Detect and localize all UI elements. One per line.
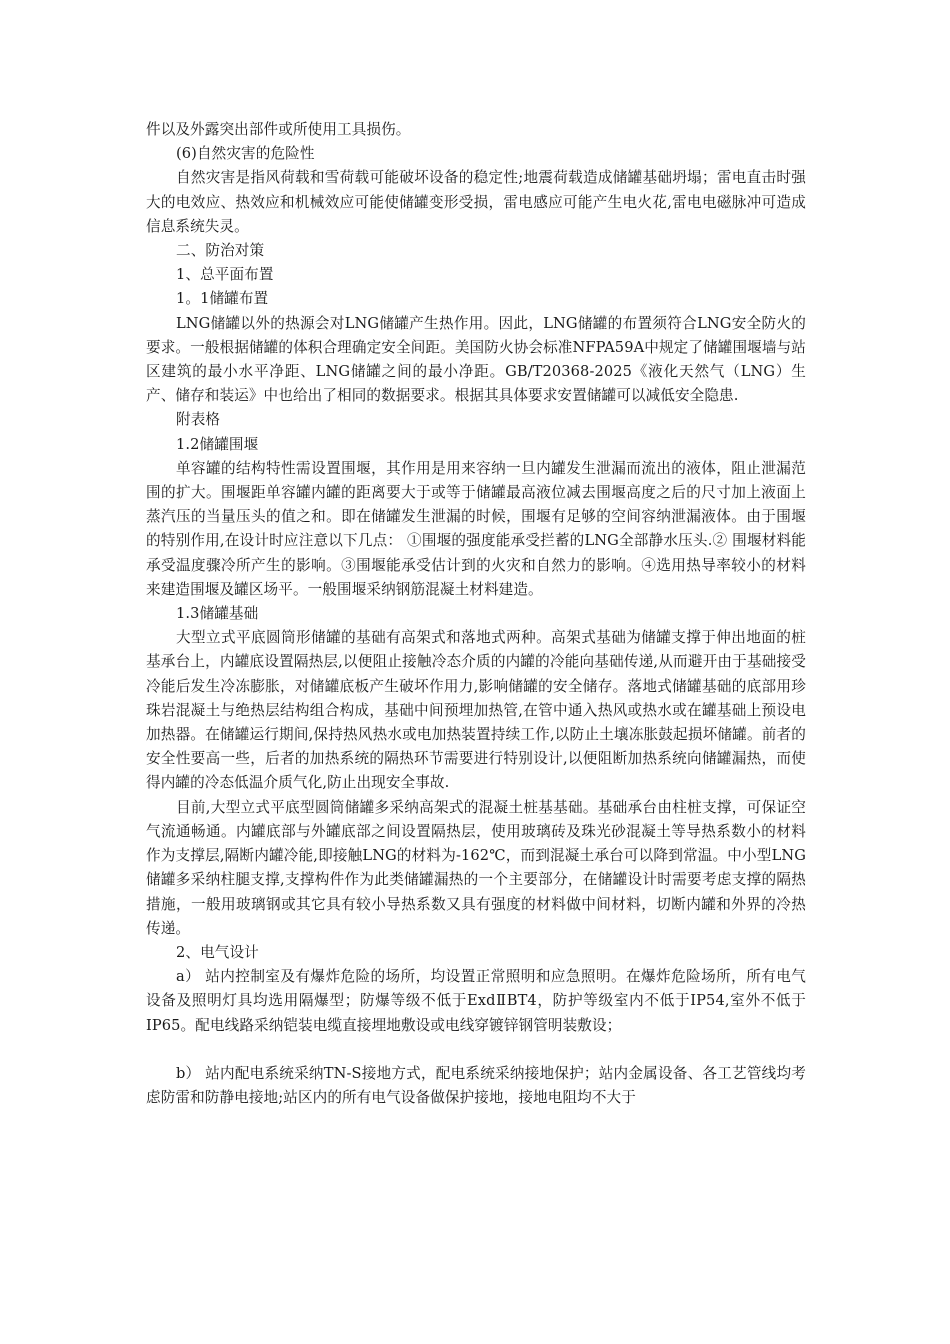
paragraph-electrical-b: b） 站内配电系统采纳TN-S接地方式，配电系统采纳接地保护；站内金属设备、各工艺管线均考虑防雷和防静电接地;站区内的所有电气设备做保护接地，接地电阻均不大于	[146, 1064, 806, 1106]
paragraph-natural-disaster: 自然灾害是指风荷载和雪荷载可能破坏设备的稳定性;地震荷载造成储罐基础坍塌；雷电直击时强大的电效应、热效应和机械效应可能使储罐变形受损，雷电感应可能产生电火花,雷电电磁脉冲可造成信息系统失灵。	[146, 169, 806, 235]
heading-electrical-design: 2、电气设计	[176, 943, 259, 961]
heading-countermeasures: 二、防治对策	[176, 242, 265, 260]
paragraph-continuation: 件以及外露突出部件或所使用工具损伤。	[146, 121, 411, 138]
heading-tank-foundation: 1.3储罐基础	[176, 605, 259, 623]
paragraph-electrical-a: a） 站内控制室及有爆炸危险的场所，均设置正常照明和应急照明。在爆炸危险场所，所有电气设备及照明灯具均选用隔爆型；防爆等级不低于ExdⅡBT4，防护等级室内不低于IP54,室外不低于IP65。配电线路采纳铠装电缆直接埋地敷设或电线穿镀锌钢管明装敷设；	[146, 968, 806, 1034]
paragraph-tank-layout: LNG储罐以外的热源会对LNG储罐产生热作用。因此，LNG储罐的布置须符合LNG安全防火的要求。一般根据储罐的体积合理确定安全间距。美国防火协会标准NFPA59A中规定了储罐围堰墙与站区建筑的最小水平净距、LNG储罐之间的最小净距。GB/T20368-2025《液化天然气（LNG）生产、储存和装运》中也给出了相同的数据要求。根据其具体要求安置储罐可以减低安全隐患.	[146, 314, 806, 405]
heading-general-layout: 1、总平面布置	[176, 266, 274, 284]
paragraph-tank-dike: 单容罐的结构特性需设置围堰，其作用是用来容纳一旦内罐发生泄漏而流出的液体，阻止泄漏范围的扩大。围堰距单容罐内罐的距离要大于或等于储罐最高液位减去围堰高度之后的尺寸加上液面上蒸汽压的当量压头的值之和。即在储罐发生泄漏的时候，围堰有足够的空间容纳泄漏液体。由于围堰的特别作用,在设计时应注意以下几点： ①围堰的强度能承受拦蓄的LNG全部静水压头.② 围堰材料能承受温度骤冷所产生的影响。③围堰能承受估计到的火灾和自然力的影响。④选用热导率较小的材料来建造围堰及罐区场平。一般围堰采纳钢筋混凝土材料建造。	[146, 459, 806, 598]
document-page	[146, 118, 806, 1110]
paragraph-elevated-foundation: 目前,大型立式平底型圆筒储罐多采纳高架式的混凝土桩基基础。基础承台由柱桩支撑，可保证空气流通畅通。内罐底部与外罐底部之间设置隔热层，使用玻璃砖及珠光砂混凝土等导热系数小的材料作为支撑层,隔断内罐冷能,即接触LNG的材料为-162℃，而到混凝土承台可以降到常温。中小型LNG储罐多采纳柱腿支撑,支撑构件作为此类储罐漏热的一个主要部分，在储罐设计时需要考虑支撑的隔热措施，一般用玻璃钢或其它具有较小导热系数又具有强度的材料做中间材料，切断内罐和外界的冷热传递。	[146, 798, 806, 937]
attached-table-label: 附表格	[176, 411, 221, 429]
heading-tank-dike: 1.2储罐围堰	[176, 435, 259, 453]
heading-tank-layout: 1。1储罐布置	[176, 290, 269, 308]
heading-natural-disaster: (6)自然灾害的危险性	[176, 145, 315, 163]
paragraph-blank	[146, 1038, 806, 1062]
paragraph-tank-foundation: 大型立式平底圆筒形储罐的基础有高架式和落地式两种。高架式基础为储罐支撑于伸出地面的桩基承台上，内罐底设置隔热层,以便阻止接触冷态介质的内罐的冷能向基础传递,从而避开由于基础接受冷能后发生冷冻膨胀，对储罐底板产生破坏作用力,影响储罐的安全储存。落地式储罐基础的底部用珍珠岩混凝土与绝热层结构组合构成，基础中间预埋加热管,在管中通入热风或热水或在罐基础上预设电加热器。在储罐运行期间,保持热风热水或电加热装置持续工作,以防止土壤冻胀鼓起损坏储罐。前者的安全性要高一些，后者的加热系统的隔热环节需要进行特别设计,以便阻断加热系统向储罐漏热，而使得内罐的冷态低温介质气化,防止出现安全事故.	[146, 629, 806, 792]
